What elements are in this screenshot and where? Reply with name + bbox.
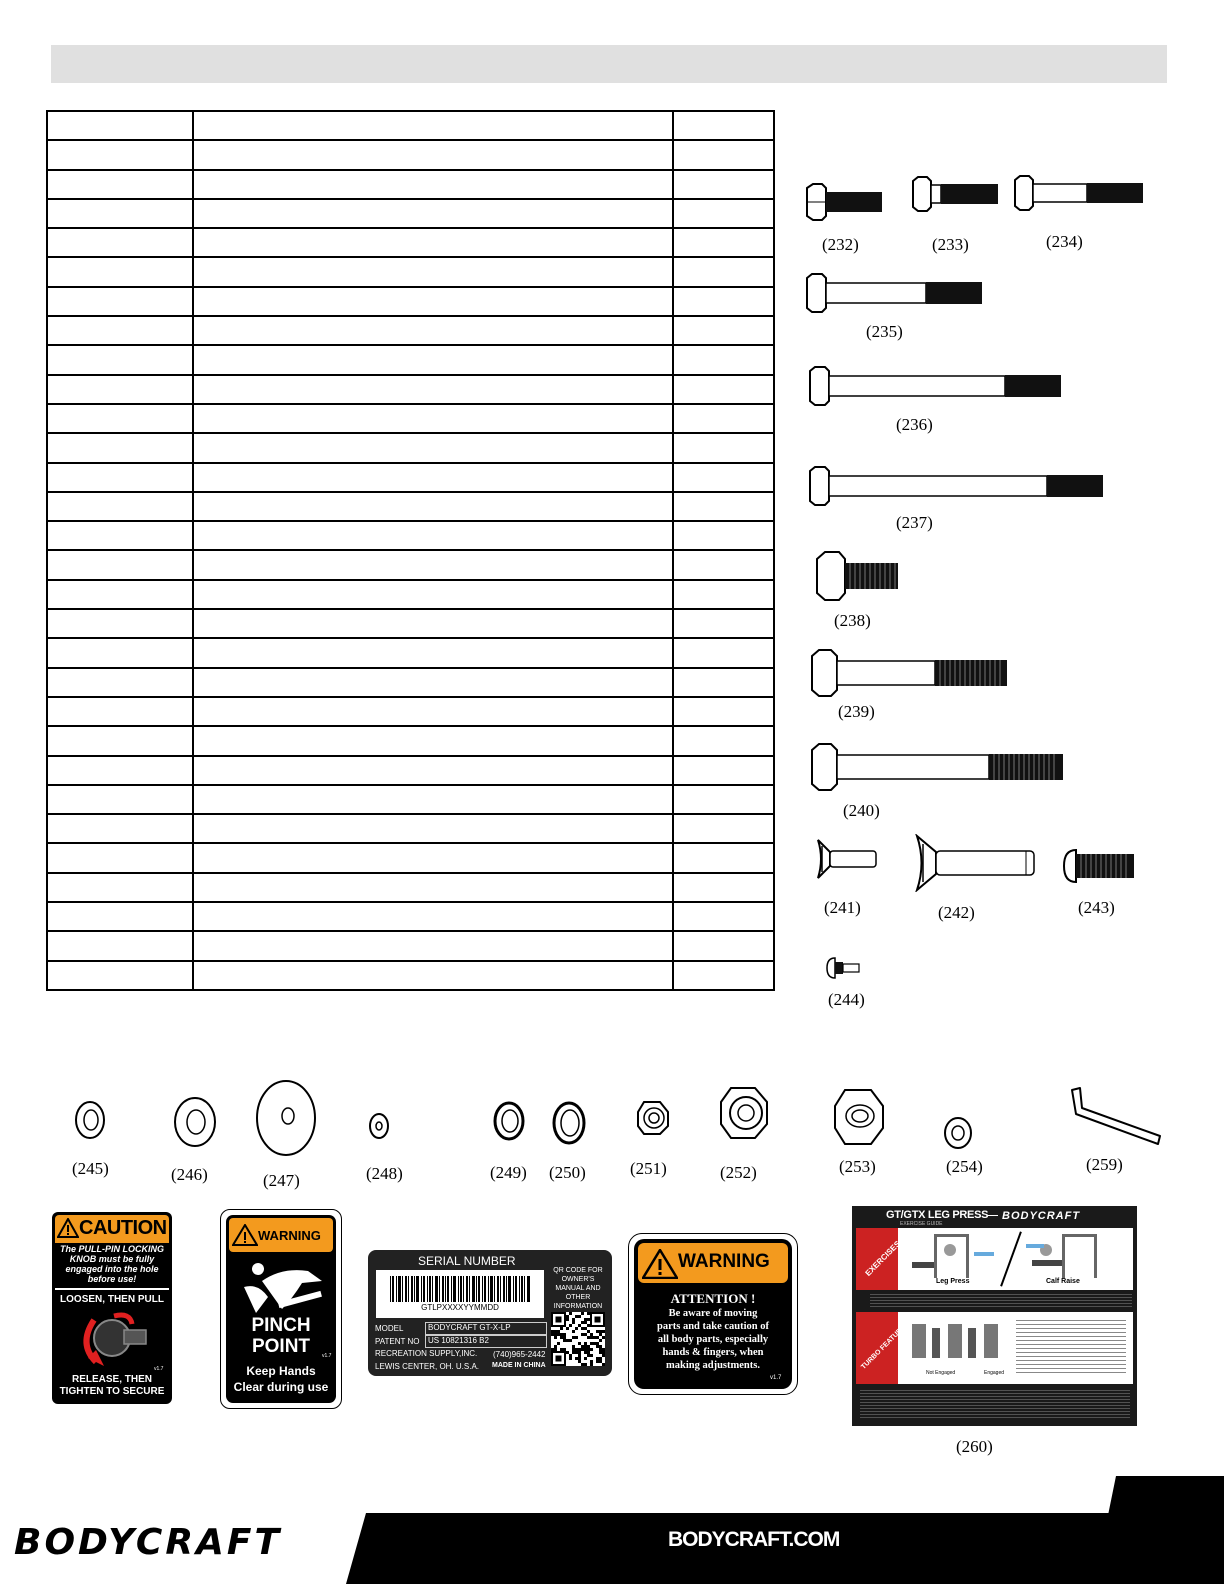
washer-246	[172, 1096, 218, 1148]
table-cell	[47, 668, 193, 697]
pinch-line2: POINT	[251, 1336, 311, 1357]
qr-text5: INFORMATION	[553, 1303, 603, 1310]
table-cell	[673, 550, 774, 579]
attention-title: WARNING	[678, 1251, 770, 1272]
table-cell	[47, 228, 193, 257]
table-cell	[193, 111, 673, 140]
table-row	[47, 199, 774, 228]
table-row	[47, 492, 774, 521]
guide-ex1: Leg Press	[936, 1278, 970, 1285]
table-cell	[193, 931, 673, 960]
table-cell	[193, 257, 673, 286]
table-cell	[47, 697, 193, 726]
warning-triangle-icon	[57, 1218, 79, 1238]
serial-number-sticker	[368, 1250, 612, 1376]
caution-version: v1.7	[154, 1366, 164, 1372]
table-cell	[47, 287, 193, 316]
table-cell	[193, 228, 673, 257]
guide-brand: BODYCRAFT	[1002, 1210, 1081, 1222]
caution-sticker	[52, 1212, 172, 1404]
table-cell	[193, 785, 673, 814]
table-cell	[193, 492, 673, 521]
bolt-243	[1062, 848, 1138, 884]
pinch-sub2: Clear during use	[233, 1380, 329, 1394]
table-row	[47, 726, 774, 755]
table-cell	[47, 521, 193, 550]
table-row	[47, 316, 774, 345]
table-cell	[673, 257, 774, 286]
table-row	[47, 345, 774, 374]
table-cell	[673, 961, 774, 990]
table-cell	[47, 433, 193, 462]
table-cell	[193, 463, 673, 492]
table-cell	[47, 345, 193, 374]
caution-release2: TIGHTEN TO SECURE	[59, 1386, 165, 1397]
table-cell	[673, 726, 774, 755]
washer-254	[942, 1116, 974, 1150]
bolt-238	[815, 551, 901, 601]
table-row	[47, 257, 774, 286]
guide-panel-1	[856, 1228, 1133, 1290]
table-row	[47, 902, 774, 931]
bolt-233	[911, 176, 1001, 212]
label-254: (254)	[946, 1157, 983, 1176]
guide-text-1	[870, 1294, 1132, 1308]
table-row	[47, 580, 774, 609]
table-cell	[47, 111, 193, 140]
bolt-237	[808, 466, 1106, 506]
label-252: (252)	[720, 1163, 757, 1182]
footer	[0, 1513, 1224, 1584]
label-250: (250)	[549, 1163, 586, 1182]
table-row	[47, 463, 774, 492]
table-cell	[673, 814, 774, 843]
label-243: (243)	[1078, 898, 1115, 917]
pull-pin-knob-icon	[74, 1310, 154, 1372]
table-row	[47, 550, 774, 579]
table-row	[47, 931, 774, 960]
bolt-240	[810, 743, 1066, 791]
exercise-guide	[852, 1206, 1137, 1426]
footer-brand: BODYCRAFT	[14, 1522, 283, 1563]
table-row	[47, 433, 774, 462]
made-in: MADE IN CHINA	[492, 1362, 546, 1369]
label-248: (248)	[366, 1164, 403, 1183]
guide-panel-2	[856, 1312, 1133, 1384]
table-cell	[47, 375, 193, 404]
table-cell	[673, 931, 774, 960]
spring-washer-249	[492, 1100, 526, 1142]
washer-245	[74, 1100, 106, 1140]
table-row	[47, 521, 774, 550]
caution-title: CAUTION	[79, 1217, 167, 1239]
table-cell	[193, 521, 673, 550]
label-245: (245)	[72, 1159, 109, 1178]
table-cell	[673, 199, 774, 228]
label-242: (242)	[938, 903, 975, 922]
label-241: (241)	[824, 898, 861, 917]
pinch-title: WARNING	[258, 1228, 321, 1243]
table-cell	[193, 170, 673, 199]
caution-line3: engaged into the hole	[65, 1264, 159, 1274]
table-cell	[47, 961, 193, 990]
table-cell	[673, 638, 774, 667]
leg-press-machine-icon	[904, 1232, 1004, 1280]
table-cell	[193, 873, 673, 902]
footer-website[interactable]: BODYCRAFT.COM	[668, 1528, 840, 1551]
table-cell	[673, 697, 774, 726]
model-value: BODYCRAFT GT-X-LP	[425, 1322, 547, 1335]
table-cell	[47, 756, 193, 785]
label-232: (232)	[822, 235, 859, 254]
lock-nut-251	[636, 1100, 670, 1136]
table-cell	[193, 140, 673, 169]
table-row	[47, 170, 774, 199]
bolt-242	[914, 834, 1038, 892]
attention-sticker	[628, 1233, 798, 1395]
warning-triangle-icon	[232, 1224, 258, 1246]
table-cell	[673, 404, 774, 433]
company-line1: RECREATION SUPPLY,INC.	[375, 1349, 478, 1358]
hex-nut-253	[833, 1088, 885, 1146]
table-cell	[47, 580, 193, 609]
table-cell	[673, 580, 774, 609]
table-row	[47, 814, 774, 843]
barcode	[376, 1270, 544, 1318]
table-cell	[193, 756, 673, 785]
table-cell	[673, 345, 774, 374]
label-259: (259)	[1086, 1155, 1123, 1174]
pinch-line1: PINCH	[251, 1315, 311, 1336]
company-line2: LEWIS CENTER, OH. U.S.A.	[375, 1362, 480, 1371]
washer-247	[254, 1078, 318, 1158]
caution-release1: RELEASE, THEN	[71, 1374, 152, 1385]
label-235: (235)	[866, 322, 903, 341]
table-cell	[673, 433, 774, 462]
table-cell	[673, 111, 774, 140]
turbo-feature-icon	[908, 1320, 1008, 1364]
table-cell	[47, 257, 193, 286]
guide-pos2: Engaged	[984, 1370, 1005, 1376]
qr-text4: OTHER	[565, 1294, 591, 1301]
table-cell	[673, 316, 774, 345]
label-249: (249)	[490, 1163, 527, 1182]
table-cell	[47, 726, 193, 755]
table-cell	[673, 287, 774, 316]
table-cell	[673, 785, 774, 814]
qr-code-icon	[551, 1312, 605, 1366]
table-cell	[47, 785, 193, 814]
bolt-236	[808, 366, 1064, 406]
guide-side-2: TURBO FEATURE	[860, 1324, 908, 1371]
table-row	[47, 843, 774, 872]
table-cell	[673, 873, 774, 902]
table-cell	[193, 961, 673, 990]
table-cell	[193, 580, 673, 609]
bolt-234	[1013, 175, 1145, 211]
guide-pos1: Not Engaged	[926, 1370, 956, 1376]
table-row	[47, 111, 774, 140]
guide-text-2	[1016, 1320, 1126, 1376]
guide-title: GT/GTX LEG PRESS	[886, 1209, 989, 1221]
washer-248	[368, 1112, 390, 1140]
table-cell	[193, 609, 673, 638]
header-bar	[51, 45, 1167, 83]
table-cell	[673, 521, 774, 550]
table-cell	[193, 345, 673, 374]
caution-line4: before use!	[87, 1274, 137, 1284]
label-251: (251)	[630, 1159, 667, 1178]
table-cell	[673, 609, 774, 638]
table-cell	[47, 814, 193, 843]
table-row	[47, 756, 774, 785]
bolt-241	[816, 838, 882, 880]
company-phone: (740)965-2442	[493, 1350, 546, 1359]
table-cell	[193, 726, 673, 755]
attention-heading: ATTENTION !	[670, 1291, 756, 1306]
guide-side-1: EXERCISES	[863, 1239, 903, 1278]
table-cell	[193, 843, 673, 872]
table-row	[47, 375, 774, 404]
table-cell	[47, 316, 193, 345]
allen-key-259	[1066, 1086, 1166, 1150]
bolt-235	[805, 273, 985, 313]
qr-text1: QR CODE FOR	[553, 1267, 603, 1274]
table-cell	[193, 433, 673, 462]
label-239: (239)	[838, 702, 875, 721]
table-cell	[673, 463, 774, 492]
table-row	[47, 404, 774, 433]
patent-value: US 10821316 B2	[425, 1335, 547, 1348]
table-cell	[47, 170, 193, 199]
table-cell	[47, 404, 193, 433]
table-row	[47, 287, 774, 316]
attention-line2: parts and take caution of	[656, 1321, 769, 1332]
label-240: (240)	[843, 801, 880, 820]
label-260: (260)	[956, 1437, 993, 1456]
label-233: (233)	[932, 235, 969, 254]
label-244: (244)	[828, 990, 865, 1009]
table-cell	[47, 463, 193, 492]
attention-line5: making adjustments.	[666, 1360, 760, 1371]
attention-line1: Be aware of moving	[668, 1308, 758, 1319]
table-cell	[47, 638, 193, 667]
pinch-hand-icon	[238, 1257, 326, 1315]
warning-triangle-icon	[642, 1249, 678, 1279]
table-cell	[673, 492, 774, 521]
parts-table	[46, 110, 775, 991]
pinch-point-sticker	[220, 1209, 342, 1409]
table-cell	[193, 316, 673, 345]
table-cell	[47, 902, 193, 931]
label-238: (238)	[834, 611, 871, 630]
table-cell	[193, 638, 673, 667]
label-246: (246)	[171, 1165, 208, 1184]
table-cell	[193, 814, 673, 843]
table-cell	[193, 287, 673, 316]
lock-nut-252	[719, 1086, 769, 1140]
attention-line3: all body parts, especially	[657, 1334, 769, 1345]
label-237: (237)	[896, 513, 933, 532]
caution-line2: KNOB must be fully	[69, 1254, 155, 1264]
table-cell	[47, 843, 193, 872]
qr-text3: MANUAL AND	[555, 1285, 601, 1292]
serial-title: SERIAL NUMBER	[418, 1254, 516, 1268]
table-cell	[47, 199, 193, 228]
attention-version: v1.7	[770, 1375, 782, 1381]
guide-subtitle: EXERCISE GUIDE	[900, 1221, 943, 1227]
screw-244	[825, 956, 863, 980]
attention-line4: hands & fingers, when	[662, 1347, 764, 1358]
table-row	[47, 697, 774, 726]
table-cell	[193, 668, 673, 697]
table-cell	[673, 170, 774, 199]
table-cell	[47, 873, 193, 902]
table-cell	[193, 697, 673, 726]
table-cell	[193, 375, 673, 404]
guide-ex2: Calf Raise	[1046, 1278, 1080, 1285]
table-cell	[193, 199, 673, 228]
table-cell	[47, 140, 193, 169]
barcode-icon	[390, 1276, 530, 1302]
bolt-239	[810, 649, 1010, 697]
caution-line1: The PULL-PIN LOCKING	[60, 1244, 164, 1254]
table-row	[47, 961, 774, 990]
label-236: (236)	[896, 415, 933, 434]
table-cell	[673, 375, 774, 404]
barcode-text: GTLPXXXXYYMMDD	[421, 1303, 499, 1312]
guide-text-3	[860, 1390, 1130, 1418]
label-234: (234)	[1046, 232, 1083, 251]
table-cell	[673, 668, 774, 697]
table-cell	[47, 931, 193, 960]
table-cell	[673, 902, 774, 931]
table-row	[47, 873, 774, 902]
caution-instruction: LOOSEN, THEN PULL	[60, 1294, 164, 1305]
table-row	[47, 668, 774, 697]
label-247: (247)	[263, 1171, 300, 1190]
pinch-sub1: Keep Hands	[246, 1364, 316, 1378]
table-cell	[673, 228, 774, 257]
table-cell	[193, 550, 673, 579]
bolt-232	[805, 183, 885, 221]
table-cell	[673, 843, 774, 872]
model-label: MODEL	[375, 1324, 404, 1333]
table-cell	[673, 140, 774, 169]
table-row	[47, 785, 774, 814]
qr-text2: OWNER'S	[561, 1276, 595, 1283]
table-cell	[47, 492, 193, 521]
table-row	[47, 228, 774, 257]
table-cell	[673, 756, 774, 785]
table-cell	[193, 902, 673, 931]
table-cell	[47, 550, 193, 579]
table-row	[47, 638, 774, 667]
table-row	[47, 609, 774, 638]
label-253: (253)	[839, 1157, 876, 1176]
calf-raise-machine-icon	[1022, 1232, 1122, 1280]
table-cell	[193, 404, 673, 433]
pinch-version: v1.7	[322, 1353, 332, 1359]
table-cell	[47, 609, 193, 638]
table-row	[47, 140, 774, 169]
spring-washer-250	[551, 1100, 587, 1146]
patent-label: PATENT NO	[375, 1337, 420, 1346]
